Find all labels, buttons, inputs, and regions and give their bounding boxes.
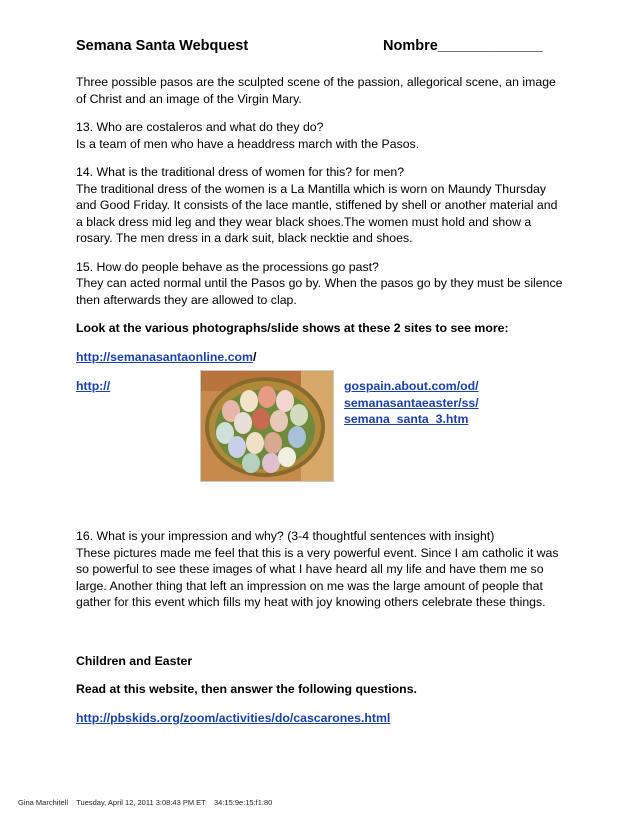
question-13 xyxy=(76,119,566,152)
gospain-link-line2[interactable]: semanasantaeaster/ss/ xyxy=(344,395,479,410)
pbskids-link[interactable]: http://pbskids.org/zoom/activities/do/cascarones.html xyxy=(76,710,391,725)
children-heading: Children and Easter xyxy=(76,653,193,668)
lower-block xyxy=(76,528,566,726)
question-16 xyxy=(76,528,566,611)
answer-15-text: They can acted normal until the Pasos go by. When the pasos go by they must be silence then afterwards they are allowed to clap. xyxy=(76,276,563,307)
footer-author: Gina Marchitell xyxy=(18,798,69,807)
footer-timestamp: Tuesday, April 12, 2011 3:08:43 PM ET xyxy=(76,798,206,807)
question-15 xyxy=(76,259,566,309)
spacer xyxy=(76,698,566,710)
semanasanta-link[interactable]: http://semanasantaonline.com xyxy=(76,349,253,364)
read-instruction: Read at this website, then answer the following questions. xyxy=(76,682,417,696)
spacer xyxy=(76,611,566,653)
intro-paragraph: Three possible pasos are the sculpted scene of the passion, allegorical scene, an image of Christ and an image of the Virgin Mary. xyxy=(76,75,556,106)
answer-16-text: These pictures made me feel that this is a very powerful event. Since I am catholic it was so powerful to see these images of what I have heard all my life and have them me so large. Another thing that left an impression on me was the large amount of people that gather for this event which fills my heat with joy knowing others celebrate these things. xyxy=(76,545,559,609)
easter-eggs-photo xyxy=(200,370,334,482)
look-instruction: Look at the various photographs/slide shows at these 2 sites to see more: xyxy=(76,321,509,335)
answer-14-text: The traditional dress of the women is a La Mantilla which is worn on Maundy Thursday and Good Friday. It consists of the lace mantle, stiffened by shell or another material and a black dress mid leg and they wear black shoes.The women must hold and show a rosary. The men dress in a dark suit, black necktie and shoes. xyxy=(76,181,558,245)
link3-line xyxy=(76,710,566,727)
print-footer xyxy=(18,798,272,807)
photo-link-row xyxy=(76,370,566,482)
title-row xyxy=(76,38,556,58)
page-title: Semana Santa Webquest xyxy=(76,38,249,54)
answer-13-text: Is a team of men who have a headdress march with the Pasos. xyxy=(76,136,420,151)
question-15-text: 15. How do people behave as the processions go past? xyxy=(76,259,379,274)
link1-suffix: / xyxy=(252,349,257,364)
gospain-link-prefix[interactable]: http:// xyxy=(76,379,111,393)
question-16-text: 16. What is your impression and why? (3-4 thoughtful sentences with insight) xyxy=(76,529,495,543)
footer-code: 34:15:9e:15:f1:80 xyxy=(213,798,273,807)
gospain-link-block xyxy=(344,378,564,428)
link1-line xyxy=(76,349,566,366)
nombre-field: Nombre_____________ xyxy=(383,38,543,54)
gospain-link-line3[interactable]: semana_santa_3.htm xyxy=(344,412,469,426)
question-14-text: 14. What is the traditional dress of women for this? for men? xyxy=(76,165,405,179)
spacer xyxy=(76,669,566,681)
gospain-link-line1[interactable]: gospain.about.com/od/ xyxy=(344,379,479,393)
question-14 xyxy=(76,164,566,247)
content-block xyxy=(76,74,566,377)
question-13-text: 13. Who are costaleros and what do they do? xyxy=(76,120,324,134)
